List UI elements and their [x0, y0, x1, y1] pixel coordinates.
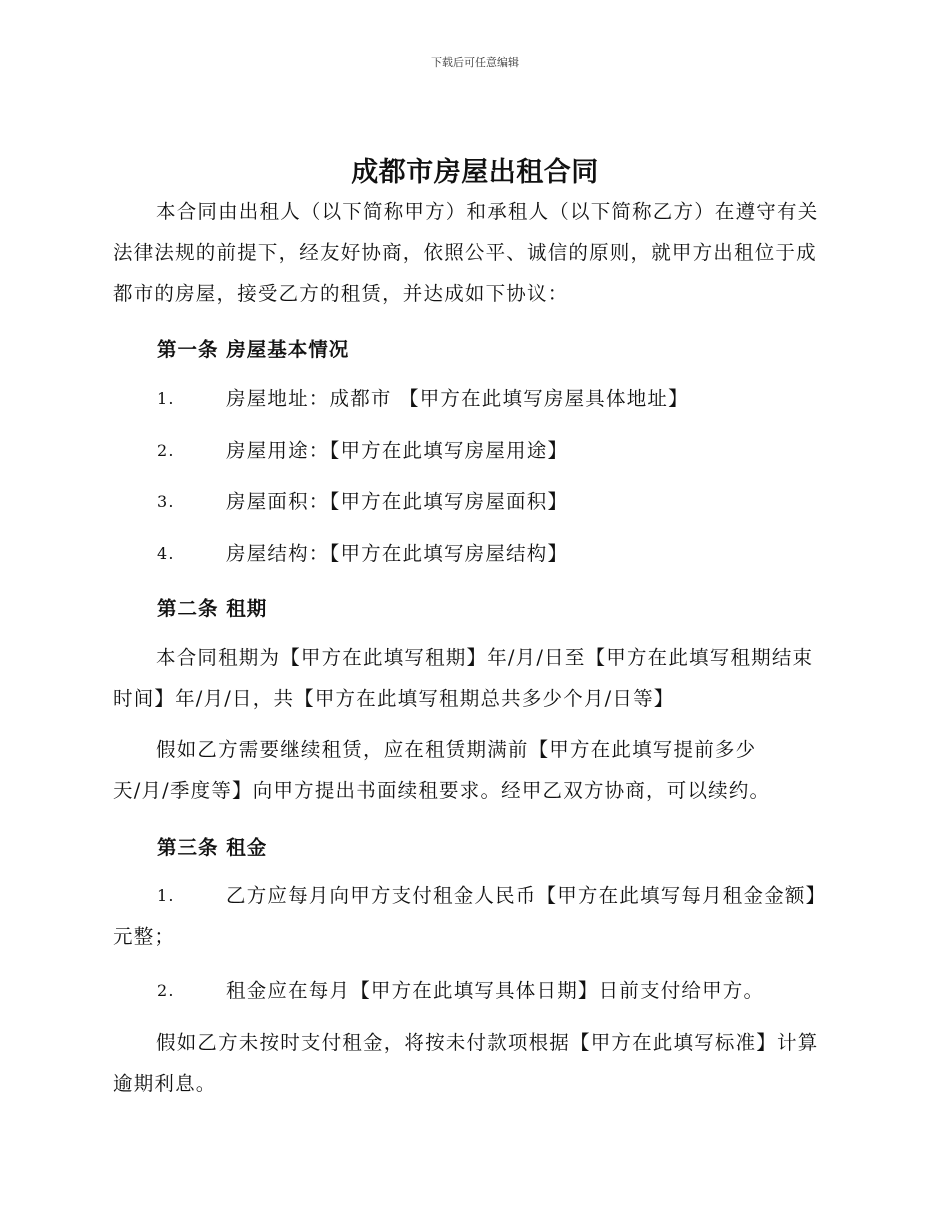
intro-paragraph: 本合同由出租人（以下简称甲方）和承租人（以下简称乙方）在遵守有关法律法规的前提下，经友好协商，依照公平、诚信的原则，就甲方出租位于成都市的房屋，接受乙方的租赁，并达成如下协议： [113, 200, 819, 305]
article1-item-3 [113, 481, 833, 522]
page-header-note: 下载后可任意编辑 [431, 56, 519, 69]
renewal-paragraph [113, 729, 833, 811]
renewal-line-2: 天/月/季度等】向甲方提出书面续租要求。经甲乙双方协商，可以续约。 [113, 779, 771, 802]
item-number: 1. [157, 886, 175, 905]
late-payment-paragraph: 假如乙方未按时支付租金，将按未付款项根据【甲方在此填写标准】计算逾期利息。 [113, 1031, 819, 1095]
item-number: 4. [157, 544, 175, 563]
lease-term-paragraph: 本合同租期为【甲方在此填写租期】年/月/日至【甲方在此填写租期结束时间】年/月/日，共【甲方在此填写租期总共多少个月/日等】 [113, 646, 814, 710]
renewal-line-1: 假如乙方需要继续租赁，应在租赁期满前【甲方在此填写提前多少 [156, 738, 757, 761]
item-text: 房屋用途：【甲方在此填写房屋用途】 [226, 439, 569, 462]
item-text: 乙方应每月向甲方支付租金人民币【甲方在此填写每月租金金额】元整； [113, 884, 827, 948]
article1-item-2 [113, 430, 833, 471]
article3-item-1 [113, 875, 833, 957]
article1-heading: 第一条 房屋基本情况 [157, 338, 350, 361]
item-number: 2. [157, 981, 175, 1000]
article3-item-2 [113, 970, 833, 1011]
item-text: 租金应在每月【甲方在此填写具体日期】日前支付给甲方。 [226, 979, 765, 1002]
item-number: 1. [157, 389, 175, 408]
item-text: 房屋结构：【甲方在此填写房屋结构】 [226, 542, 569, 565]
item-number: 2. [157, 441, 175, 460]
article1-item-1 [113, 378, 833, 419]
document-title: 成都市房屋出租合同 [351, 157, 599, 188]
item-text: 房屋地址：成都市 【甲方在此填写房屋具体地址】 [226, 387, 689, 410]
item-number: 3. [157, 492, 175, 511]
article2-heading: 第二条 租期 [157, 597, 268, 620]
article3-heading: 第三条 租金 [157, 836, 268, 859]
item-text: 房屋面积：【甲方在此填写房屋面积】 [226, 490, 569, 513]
article1-item-4 [113, 533, 833, 574]
